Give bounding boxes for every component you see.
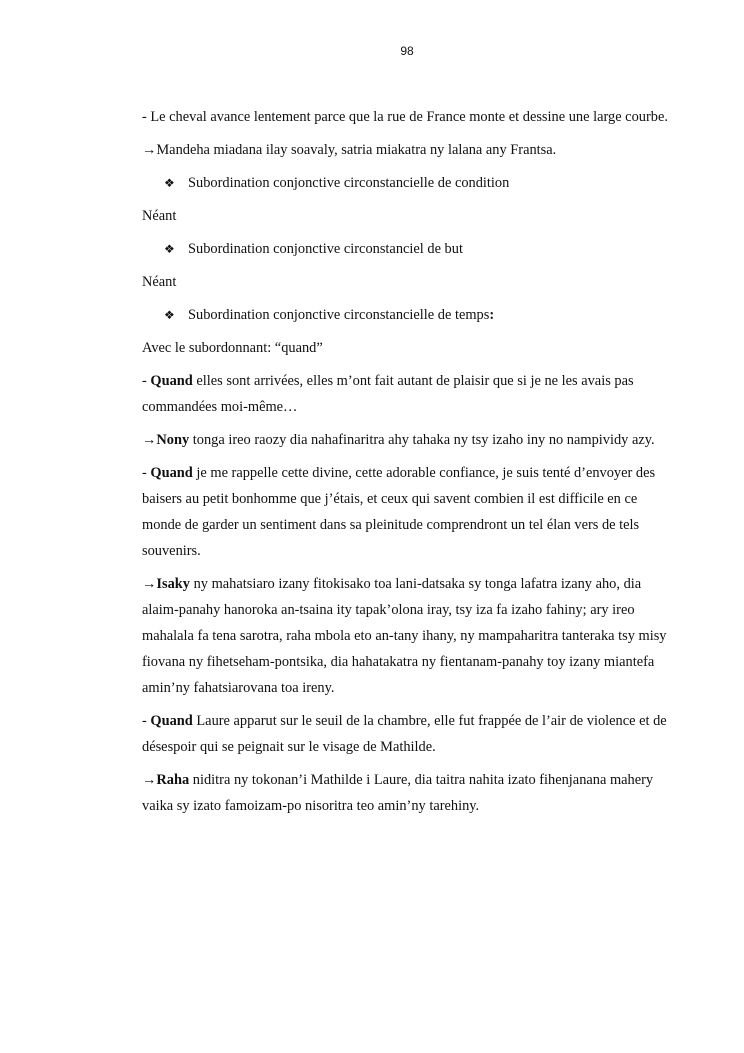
subordinator-word: →Raha bbox=[142, 772, 190, 788]
page-number: 98 bbox=[400, 44, 414, 58]
paragraph bbox=[142, 335, 674, 361]
bullet-heading-text: Subordination conjonctive circonstancielle de condition bbox=[188, 175, 510, 191]
diamond-bullet-icon: ❖ bbox=[164, 242, 175, 256]
document-body bbox=[142, 104, 674, 826]
paragraph-text: Néant bbox=[142, 274, 177, 290]
paragraph bbox=[142, 203, 674, 229]
subordinator-word: →Nony bbox=[142, 432, 190, 448]
example-sentence bbox=[142, 708, 674, 760]
bullet-heading-text: Subordination conjonctive circonstanciel de but bbox=[188, 241, 463, 257]
bullet-heading bbox=[164, 170, 674, 196]
example-text: je me rappelle cette divine, cette adorable confiance, je suis tenté d’envoyer des baisers au petit bonhomme que j’étais, et ceux qui savent combien il est difficile en ce monde de garder un sentiment dans sa pleinitude comprendront un tel élan vers de tels souvenirs. bbox=[142, 465, 656, 559]
example-sentence bbox=[142, 460, 674, 564]
subordinator-word: Quand bbox=[150, 373, 193, 389]
paragraph-text: Néant bbox=[142, 208, 177, 224]
example-text: elles sont arrivées, elles m’ont fait autant de plaisir que si je ne les avais pas commandées moi-même… bbox=[142, 373, 634, 415]
paragraph bbox=[142, 137, 674, 163]
diamond-bullet-icon: ❖ bbox=[164, 308, 175, 322]
example-prefix: - bbox=[142, 373, 151, 389]
translation-text: tonga ireo raozy dia nahafinaritra ahy tahaka ny tsy izaho iny no nampividy azy. bbox=[189, 432, 655, 448]
paragraph bbox=[142, 104, 674, 130]
translation-sentence bbox=[142, 571, 674, 701]
subordinator-word: Quand bbox=[150, 713, 193, 729]
translation-text: ny mahatsiaro izany fitokisako toa lani-datsaka sy tonga lafatra izany aho, dia alaim-panahy hanoroka an-tsaina ity tapak’olona iray, tsy iza fa izaho fahiny; ary ireo mahalala fa tena sarotra, raha mbola eto an-tany ihany, ny mampaharitra tanteraka tsy misy fiovana ny fihetseham-pontsika, dia hahatakatra ny fientanam-panahy toy izany miantefa amin’ny fahatsiarovana toa ireny. bbox=[142, 576, 667, 696]
bullet-heading-colon: : bbox=[489, 307, 495, 323]
example-prefix: - bbox=[142, 713, 151, 729]
example-prefix: - bbox=[142, 465, 151, 481]
paragraph-text: Avec le subordonnant: “quand” bbox=[142, 340, 323, 356]
subordinator-word: Quand bbox=[150, 465, 193, 481]
paragraph-text: - Le cheval avance lentement parce que la rue de France monte et dessine une large courbe. bbox=[142, 109, 668, 125]
paragraph-text: →Mandeha miadana ilay soavaly, satria miakatra ny lalana any Frantsa. bbox=[142, 142, 557, 158]
translation-sentence bbox=[142, 427, 674, 453]
bullet-heading-text: Subordination conjonctive circonstancielle de temps bbox=[188, 307, 490, 323]
diamond-bullet-icon: ❖ bbox=[164, 176, 175, 190]
translation-sentence bbox=[142, 767, 674, 819]
bullet-heading bbox=[164, 236, 674, 262]
subordinator-word: →Isaky bbox=[142, 576, 190, 592]
paragraph bbox=[142, 269, 674, 295]
example-text: Laure apparut sur le seuil de la chambre, elle fut frappée de l’air de violence et de désespoir qui se peignait sur le visage de Mathilde. bbox=[142, 713, 667, 755]
bullet-heading bbox=[164, 302, 674, 328]
translation-text: niditra ny tokonan’i Mathilde i Laure, dia taitra nahita izato fihenjanana mahery vaika sy izato famoizam-po nisoritra teo amin’ny tarehiny. bbox=[142, 772, 654, 814]
example-sentence bbox=[142, 368, 674, 420]
